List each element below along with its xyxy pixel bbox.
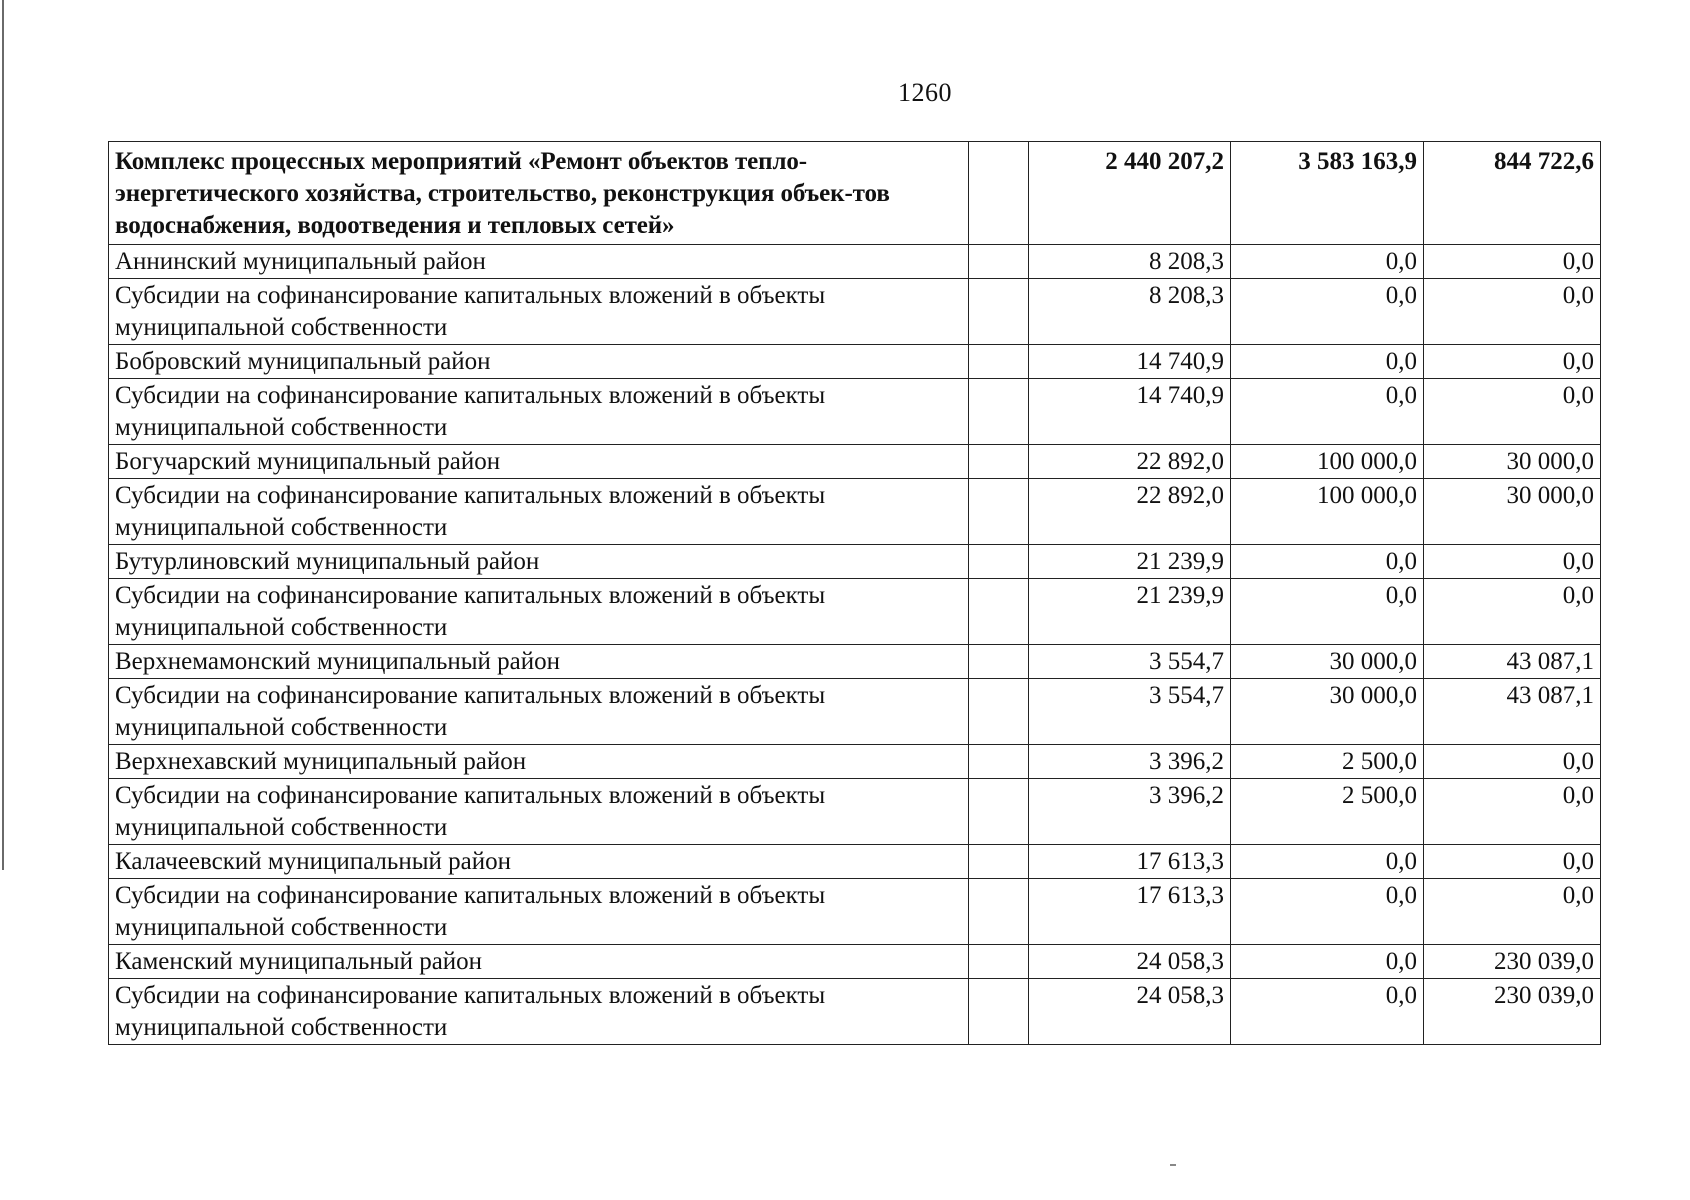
row-value-1: 8 208,3 xyxy=(1029,245,1231,279)
table-row xyxy=(109,945,1601,979)
row-blank-cell xyxy=(969,979,1029,1045)
row-value-2: 0,0 xyxy=(1231,979,1424,1045)
row-value-2: 0,0 xyxy=(1231,279,1424,345)
row-value-3: 43 087,1 xyxy=(1424,645,1601,679)
row-name: Бобровский муниципальный район xyxy=(109,345,969,379)
row-name: Субсидии на софинансирование капитальных вложений в объекты муниципальной собственности xyxy=(109,779,969,845)
row-value-2: 2 500,0 xyxy=(1231,745,1424,779)
row-value-1: 22 892,0 xyxy=(1029,445,1231,479)
row-value-1: 21 239,9 xyxy=(1029,545,1231,579)
row-value-1: 22 892,0 xyxy=(1029,479,1231,545)
scan-edge-line xyxy=(2,0,4,870)
row-value-3: 0,0 xyxy=(1424,845,1601,879)
table-row xyxy=(109,445,1601,479)
row-value-2: 0,0 xyxy=(1231,545,1424,579)
row-name: Верхнемамонский муниципальный район xyxy=(109,645,969,679)
row-value-3: 43 087,1 xyxy=(1424,679,1601,745)
budget-table xyxy=(108,141,1601,1045)
table-row xyxy=(109,245,1601,279)
row-name: Субсидии на софинансирование капитальных вложений в объекты муниципальной собственности xyxy=(109,879,969,945)
table-row xyxy=(109,979,1601,1045)
row-name: Каменский муниципальный район xyxy=(109,945,969,979)
row-value-3: 30 000,0 xyxy=(1424,479,1601,545)
row-blank-cell xyxy=(969,645,1029,679)
row-value-2: 30 000,0 xyxy=(1231,679,1424,745)
row-name: Верхнехавский муниципальный район xyxy=(109,745,969,779)
table-row xyxy=(109,645,1601,679)
budget-table-body xyxy=(109,142,1601,1045)
row-value-2: 0,0 xyxy=(1231,845,1424,879)
table-row xyxy=(109,479,1601,545)
row-value-1: 14 740,9 xyxy=(1029,379,1231,445)
table-row xyxy=(109,279,1601,345)
row-blank-cell xyxy=(969,845,1029,879)
row-name: Бутурлиновский муниципальный район xyxy=(109,545,969,579)
header-program-name: Комплекс процессных мероприятий «Ремонт объектов тепло-энергетического хозяйства, строительство, реконструкция объек-тов водоснабжения, водоотведения и тепловых сетей» xyxy=(109,142,969,245)
row-value-1: 3 554,7 xyxy=(1029,679,1231,745)
table-row xyxy=(109,745,1601,779)
header-value-3: 844 722,6 xyxy=(1424,142,1601,245)
row-value-1: 8 208,3 xyxy=(1029,279,1231,345)
page-number: 1260 xyxy=(898,78,952,107)
header-blank-cell xyxy=(969,142,1029,245)
row-value-1: 17 613,3 xyxy=(1029,845,1231,879)
row-name: Субсидии на софинансирование капитальных вложений в объекты муниципальной собственности xyxy=(109,679,969,745)
row-blank-cell xyxy=(969,479,1029,545)
row-blank-cell xyxy=(969,245,1029,279)
row-blank-cell xyxy=(969,445,1029,479)
row-blank-cell xyxy=(969,345,1029,379)
row-blank-cell xyxy=(969,579,1029,645)
row-value-1: 3 554,7 xyxy=(1029,645,1231,679)
table-row xyxy=(109,879,1601,945)
row-name: Субсидии на софинансирование капитальных вложений в объекты муниципальной собственности xyxy=(109,379,969,445)
table-row xyxy=(109,345,1601,379)
row-value-2: 30 000,0 xyxy=(1231,645,1424,679)
row-value-2: 100 000,0 xyxy=(1231,479,1424,545)
row-name: Субсидии на софинансирование капитальных вложений в объекты муниципальной собственности xyxy=(109,279,969,345)
row-value-2: 0,0 xyxy=(1231,245,1424,279)
row-name: Калачеевский муниципальный район xyxy=(109,845,969,879)
row-value-3: 30 000,0 xyxy=(1424,445,1601,479)
row-blank-cell xyxy=(969,879,1029,945)
table-row xyxy=(109,845,1601,879)
row-blank-cell xyxy=(969,545,1029,579)
row-value-3: 0,0 xyxy=(1424,379,1601,445)
row-blank-cell xyxy=(969,945,1029,979)
table-row xyxy=(109,379,1601,445)
header-value-1: 2 440 207,2 xyxy=(1029,142,1231,245)
scan-speck xyxy=(1170,1164,1176,1166)
row-value-1: 3 396,2 xyxy=(1029,745,1231,779)
row-name: Субсидии на софинансирование капитальных вложений в объекты муниципальной собственности xyxy=(109,479,969,545)
row-value-3: 0,0 xyxy=(1424,545,1601,579)
row-name: Аннинский муниципальный район xyxy=(109,245,969,279)
row-value-2: 100 000,0 xyxy=(1231,445,1424,479)
row-value-3: 0,0 xyxy=(1424,879,1601,945)
header-value-2: 3 583 163,9 xyxy=(1231,142,1424,245)
row-value-3: 0,0 xyxy=(1424,345,1601,379)
row-value-3: 0,0 xyxy=(1424,779,1601,845)
row-value-1: 3 396,2 xyxy=(1029,779,1231,845)
row-value-1: 21 239,9 xyxy=(1029,579,1231,645)
row-blank-cell xyxy=(969,379,1029,445)
row-value-2: 0,0 xyxy=(1231,345,1424,379)
table-header-row xyxy=(109,142,1601,245)
row-value-2: 0,0 xyxy=(1231,879,1424,945)
row-blank-cell xyxy=(969,679,1029,745)
row-value-2: 0,0 xyxy=(1231,379,1424,445)
row-value-2: 0,0 xyxy=(1231,945,1424,979)
row-name: Субсидии на софинансирование капитальных вложений в объекты муниципальной собственности xyxy=(109,979,969,1045)
row-value-3: 230 039,0 xyxy=(1424,979,1601,1045)
row-value-2: 0,0 xyxy=(1231,579,1424,645)
row-blank-cell xyxy=(969,779,1029,845)
row-value-1: 17 613,3 xyxy=(1029,879,1231,945)
table-row xyxy=(109,579,1601,645)
row-value-1: 14 740,9 xyxy=(1029,345,1231,379)
row-value-3: 0,0 xyxy=(1424,745,1601,779)
row-name: Богучарский муниципальный район xyxy=(109,445,969,479)
row-value-3: 0,0 xyxy=(1424,245,1601,279)
row-value-3: 0,0 xyxy=(1424,279,1601,345)
row-value-3: 0,0 xyxy=(1424,579,1601,645)
row-value-1: 24 058,3 xyxy=(1029,945,1231,979)
row-value-3: 230 039,0 xyxy=(1424,945,1601,979)
row-value-1: 24 058,3 xyxy=(1029,979,1231,1045)
table-row xyxy=(109,545,1601,579)
row-name: Субсидии на софинансирование капитальных вложений в объекты муниципальной собственности xyxy=(109,579,969,645)
row-blank-cell xyxy=(969,745,1029,779)
row-value-2: 2 500,0 xyxy=(1231,779,1424,845)
table-row xyxy=(109,779,1601,845)
row-blank-cell xyxy=(969,279,1029,345)
table-row xyxy=(109,679,1601,745)
